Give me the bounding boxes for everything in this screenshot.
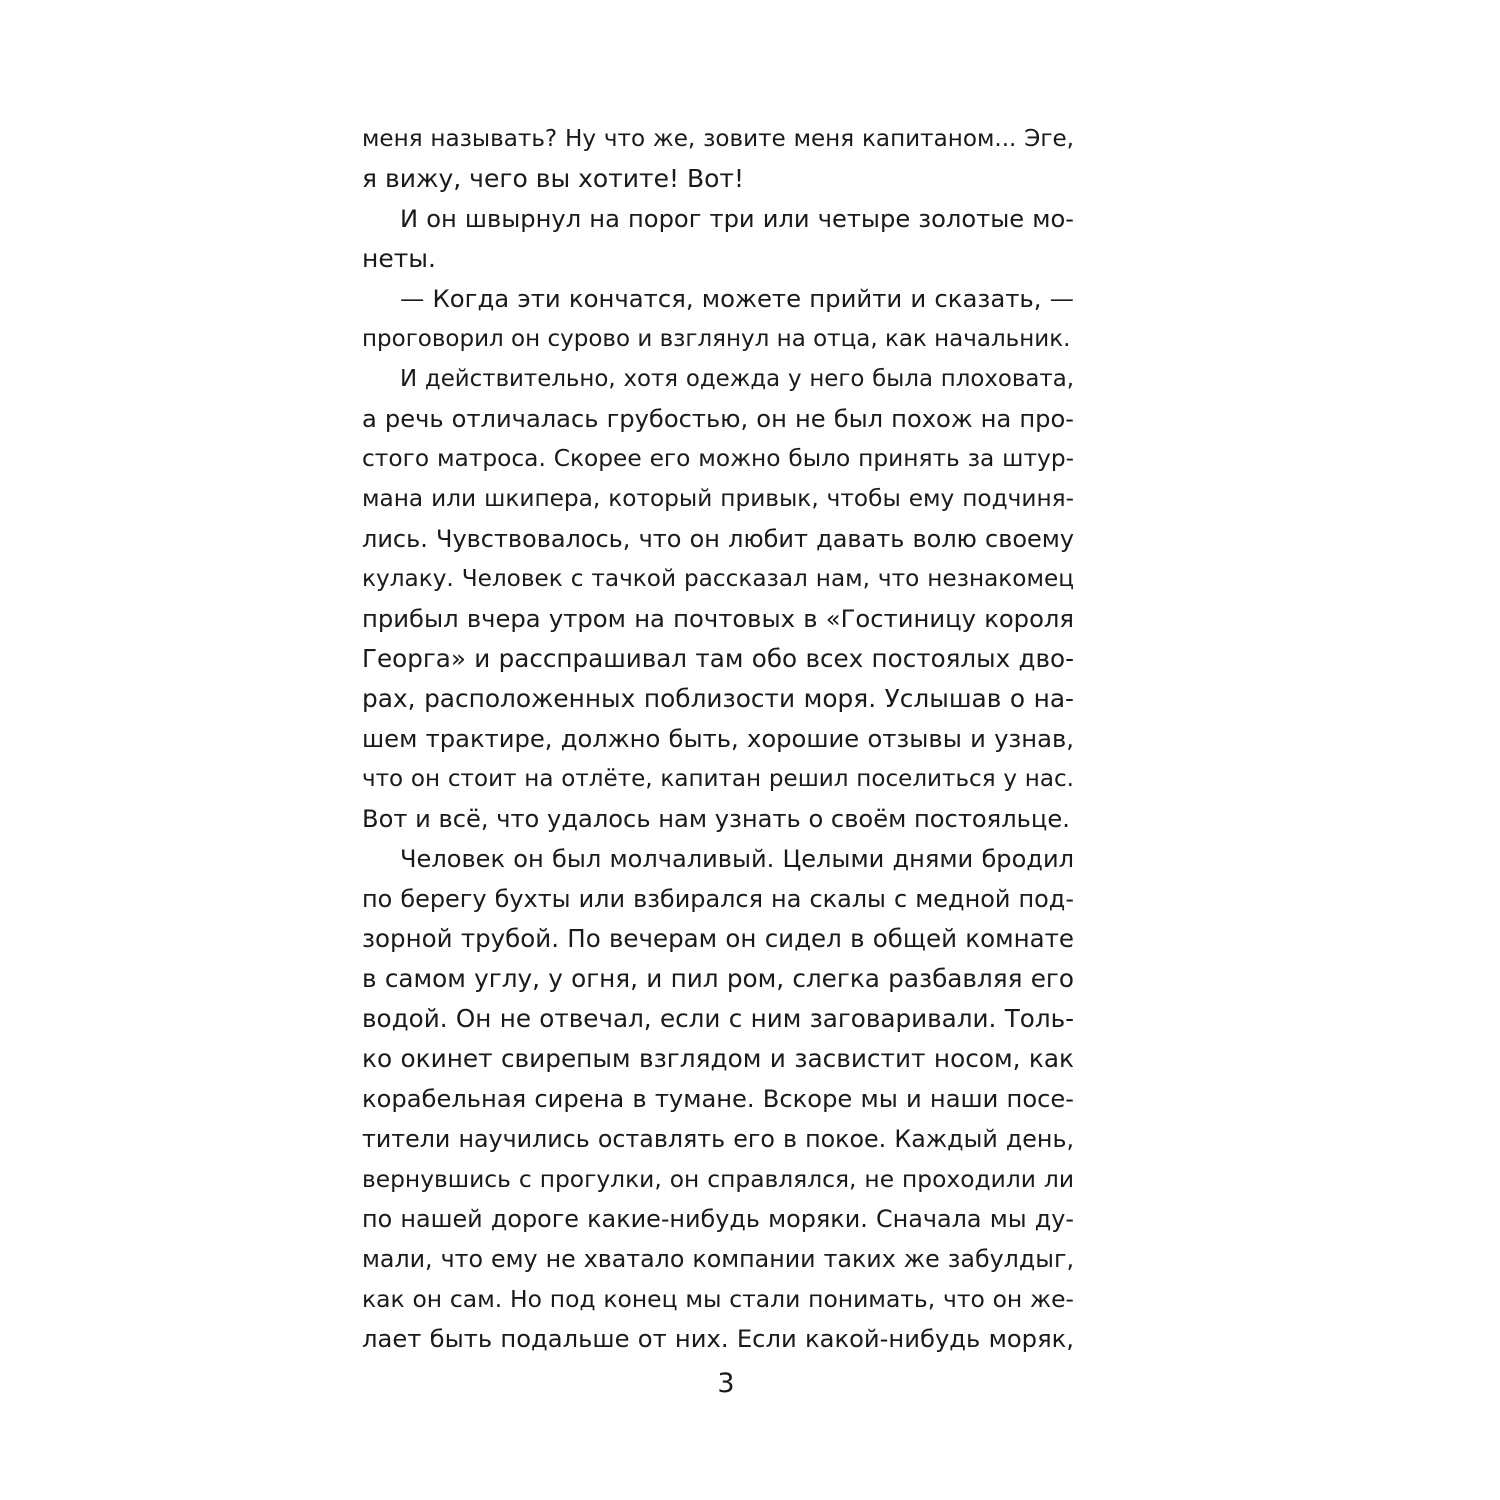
text-line: проговорил он сурово и взглянул на отца, как начальник. [362,326,1071,352]
text-line: кулаку. Человек с тачкой рассказал нам, что незнакомец [362,565,1074,592]
text-line: неты. [362,244,436,273]
text-line: как он сам. Но под конец мы стали понимать, что он же- [362,1285,1074,1313]
text-line: тители научились оставлять его в покое. Каждый день, [362,1125,1074,1153]
text-line: меня называть? Ну что же, зовите меня капитаном... Эге, [362,126,1074,152]
text-line: — Когда эти кончатся, можете прийти и сказать, — [400,284,1074,313]
body-text [362,119,1074,1359]
text-line: ко окинет свирепым взглядом и засвистит носом, как [362,1044,1074,1073]
text-line: стого матроса. Скорее его можно было принять за штур- [362,445,1074,472]
text-line: вернувшись с прогулки, он справлялся, не проходили ли [362,1165,1074,1193]
text-line: шем трактире, должно быть, хорошие отзывы и узнав, [362,724,1074,753]
text-line: водой. Он не отвечал, если с ним заговаривали. Толь- [362,1004,1074,1033]
text-line: Георга» и расспрашивал там обо всех постоялых дво- [362,644,1074,673]
text-line: по нашей дороге какие-нибудь моряки. Сначала мы ду- [362,1205,1074,1233]
text-line: мали, что ему не хватало компании таких же забулдыг, [362,1245,1074,1273]
text-line: Вот и всё, что удалось нам узнать о своём постояльце. [362,805,1070,833]
text-line: рах, расположенных поблизости моря. Услышав о на- [362,684,1074,713]
text-line: а речь отличалась грубостью, он не был похож на про- [362,405,1074,433]
text-line: мана или шкипера, который привык, чтобы ему подчиня- [362,485,1074,512]
page-number: 3 [717,1368,735,1399]
text-line: я вижу, чего вы хотите! Вот! [362,164,744,193]
text-line: И действительно, хотя одежда у него была плоховата, [400,366,1074,392]
text-line: Человек он был молчаливый. Целыми днями бродил [400,845,1074,873]
text-line: что он стоит на отлёте, капитан решил поселиться у нас. [362,766,1074,792]
text-line: И он швырнул на порог три или четыре золотые мо- [400,205,1074,233]
page-number-container [0,1364,1430,1404]
text-line: в самом углу, у огня, и пил ром, слегка разбавляя его [362,964,1074,993]
text-line: корабельная сирена в тумане. Вскоре мы и наши посе- [362,1085,1074,1113]
text-line: по берегу бухты или взбирался на скалы с медной под- [362,885,1074,913]
text-line: лись. Чувствовалось, что он любит давать волю своему [362,525,1074,553]
text-line: лает быть подальше от них. Если какой-нибудь моряк, [362,1324,1074,1353]
text-line: зорной трубой. По вечерам он сидел в общей комнате [362,924,1074,953]
text-line: прибыл вчера утром на почтовых в «Гостиницу короля [362,604,1074,633]
